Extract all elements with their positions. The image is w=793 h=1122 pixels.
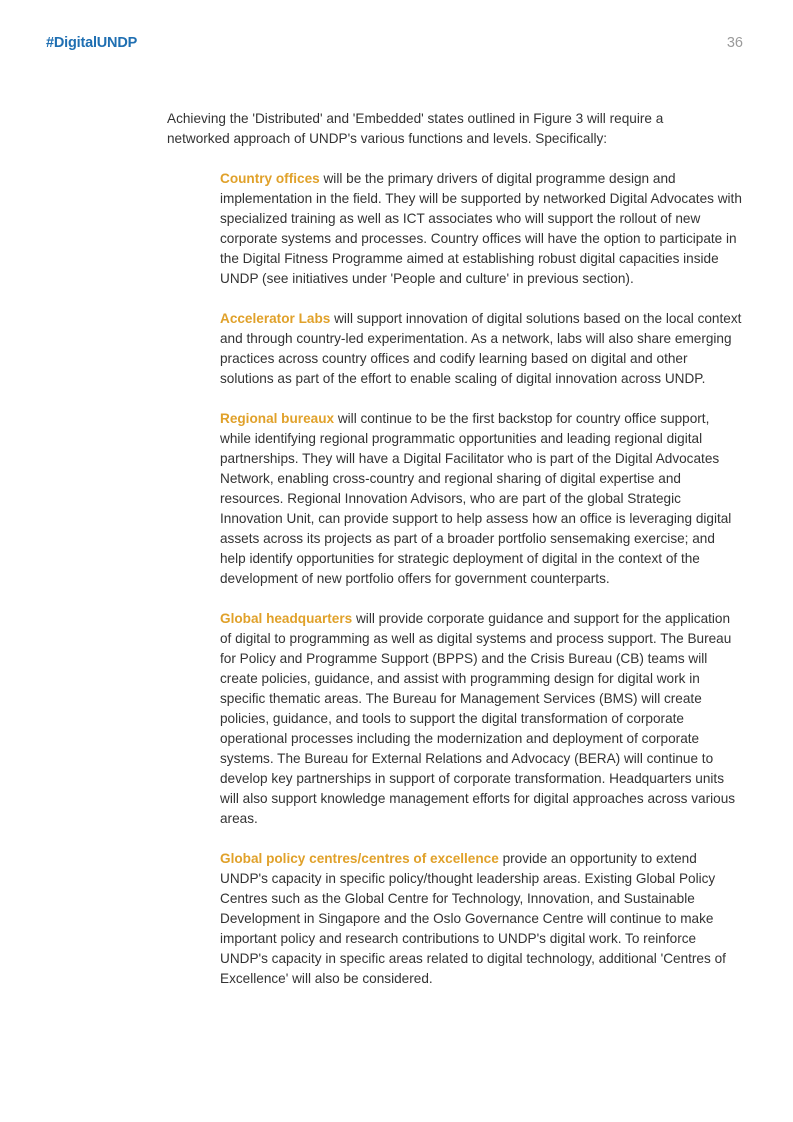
item-text: provide an opportunity to extend UNDP's capacity in specific policy/thought leadership areas. Existing Global Policy Centres such as the Global Centre for Technology, Innovation, and Sustainable Development in Singapore and the Oslo Governance Centre will continue to make important policy and research contributions to UNDP's digital work. To reinforce UNDP's capacity in specific areas related to digital technology, additional 'Centres of Excellence' will also be considered. [220,851,726,986]
item-title: Global policy centres/centres of excellence [220,851,499,866]
document-brand-tag: #DigitalUNDP [46,35,138,51]
item-title: Global headquarters [220,611,353,626]
item-text: will provide corporate guidance and support for the application of digital to programming as well as digital systems and process support. The Bureau for Policy and Programme Support (BPPS) and the Crisis Bureau (CB) teams will create policies, guidance, and assist with programming design for digital work in specific thematic areas. The Bureau for Management Services (BMS) will create policies, guidance, and tools to support the digital transformation of corporate operational processes including the modernization and deployment of corporate systems. The Bureau for External Relations and Advocacy (BERA) will continue to develop key partnerships in support of corporate transformation. Headquarters units will also support knowledge management efforts for digital approaches across various areas. [220,611,736,826]
page-number: 36 [726,35,743,51]
list-item-global-headquarters [220,609,742,829]
office-roles-list [220,169,742,1009]
list-item-regional-bureaux [220,409,742,589]
item-text: will continue to be the first backstop for country office support, while identifying regional programmatic opportunities and leading regional digital partnerships. They will have a Digital Facilitator who is part of the Digital Advocates Network, enabling cross-country and regional sharing of digital expertise and resources. Regional Innovation Advisors, who are part of the global Strategic Innovation Unit, can provide support to help assess how an office is leveraging digital assets across its projects as part of a broader portfolio sensemaking exercise; and help identify opportunities for strategic deployment of digital in the context of the development of new portfolio offers for government counterparts. [220,411,732,586]
list-item-accelerator-labs [220,309,742,389]
list-item-country-offices [220,169,742,289]
item-title: Country offices [220,171,320,186]
intro-paragraph: Achieving the 'Distributed' and 'Embedded' states outlined in Figure 3 will require a networked approach of UNDP's various functions and levels. Specifically: [167,111,664,146]
item-text: will be the primary drivers of digital programme design and implementation in the field. They will be supported by networked Digital Advocates with specialized training as well as ICT associates who will support the rollout of new corporate systems and processes. Country offices will have the option to participate in the Digital Fitness Programme aimed at establishing robust digital capacities inside UNDP (see initiatives under 'People and culture' in previous section). [220,171,742,286]
item-text: will support innovation of digital solutions based on the local context and through country-led experimentation. As a network, labs will also share emerging practices across country offices and codify learning based on digital and other solutions as part of the effort to enable scaling of digital innovation across UNDP. [220,311,742,386]
item-title: Regional bureaux [220,411,335,426]
list-item-global-policy-centres [220,849,742,989]
item-title: Accelerator Labs [220,311,331,326]
